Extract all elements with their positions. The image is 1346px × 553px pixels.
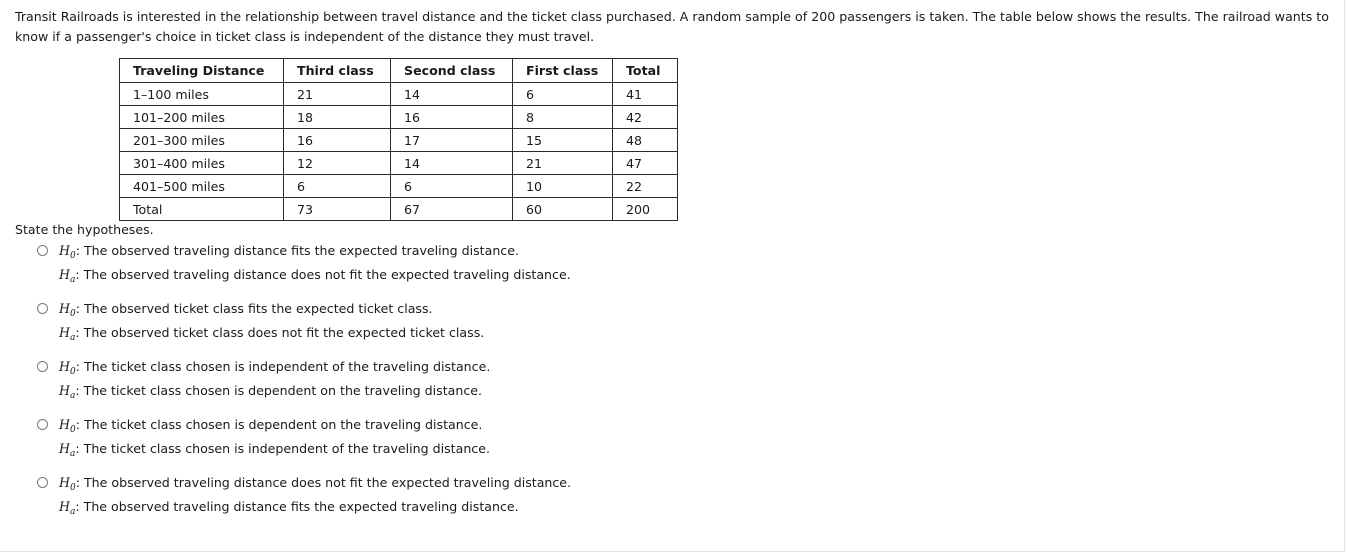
null-hypothesis-symbol: $H_0$ <box>59 417 76 435</box>
null-hypothesis-text: The observed traveling distance fits the expected traveling distance. <box>83 243 519 258</box>
question-prompt: State the hypotheses. <box>15 222 154 237</box>
table-cell: 10 <box>513 175 613 198</box>
null-hypothesis-line: $H_0$: The observed traveling distance does not fit the expected traveling distance. <box>59 475 572 493</box>
radio-button[interactable] <box>37 245 48 256</box>
table-cell: 21 <box>284 83 391 106</box>
table-row <box>120 152 678 175</box>
table-cell: 17 <box>391 129 513 152</box>
table-cell: 73 <box>284 198 391 221</box>
table-cell: 16 <box>391 106 513 129</box>
radio-button[interactable] <box>37 303 48 314</box>
null-hypothesis-text: The observed ticket class fits the expected ticket class. <box>83 301 433 316</box>
table-cell: 401–500 miles <box>120 175 284 198</box>
table-cell: 48 <box>613 129 678 152</box>
alt-hypothesis-line: $H_a$: The ticket class chosen is dependent on the traveling distance. <box>59 383 483 401</box>
table-row <box>120 106 678 129</box>
null-hypothesis-symbol: $H_0$ <box>59 243 76 261</box>
alt-hypothesis-text: The observed traveling distance fits the expected traveling distance. <box>83 499 519 514</box>
alt-hypothesis-symbol: $H_a$ <box>59 441 76 459</box>
answer-options <box>37 242 737 532</box>
table-row <box>120 129 678 152</box>
answer-option-5[interactable] <box>37 474 737 532</box>
table-cell: 200 <box>613 198 678 221</box>
table-cell: 18 <box>284 106 391 129</box>
null-hypothesis-line: $H_0$: The ticket class chosen is independent of the traveling distance. <box>59 359 491 377</box>
null-hypothesis-line: $H_0$: The observed ticket class fits the expected ticket class. <box>59 301 433 319</box>
answer-option-3[interactable] <box>37 358 737 416</box>
null-hypothesis-symbol: $H_0$ <box>59 475 76 493</box>
answer-option-4[interactable] <box>37 416 737 474</box>
answer-option-1[interactable] <box>37 242 737 300</box>
table-cell: 12 <box>284 152 391 175</box>
alt-hypothesis-text: The observed ticket class does not fit the expected ticket class. <box>83 325 485 340</box>
alt-hypothesis-symbol: $H_a$ <box>59 325 76 343</box>
table-cell: 301–400 miles <box>120 152 284 175</box>
table-cell: 21 <box>513 152 613 175</box>
contingency-table <box>119 58 678 221</box>
table-cell: 201–300 miles <box>120 129 284 152</box>
radio-button[interactable] <box>37 361 48 372</box>
table-cell: 14 <box>391 152 513 175</box>
answer-option-2[interactable] <box>37 300 737 358</box>
table-cell: 1–100 miles <box>120 83 284 106</box>
null-hypothesis-symbol: $H_0$ <box>59 301 76 319</box>
radio-button[interactable] <box>37 477 48 488</box>
table-cell: 8 <box>513 106 613 129</box>
alt-hypothesis-symbol: $H_a$ <box>59 267 76 285</box>
table-header-row <box>120 59 678 83</box>
table-cell: 6 <box>513 83 613 106</box>
table-row <box>120 175 678 198</box>
table-cell: 41 <box>613 83 678 106</box>
alt-hypothesis-text: The ticket class chosen is dependent on the traveling distance. <box>83 383 483 398</box>
alt-hypothesis-line: $H_a$: The observed traveling distance fits the expected traveling distance. <box>59 499 519 517</box>
table-cell: 47 <box>613 152 678 175</box>
table-cell: 60 <box>513 198 613 221</box>
null-hypothesis-text: The ticket class chosen is dependent on the traveling distance. <box>83 417 483 432</box>
table-cell: 42 <box>613 106 678 129</box>
table-cell: 6 <box>284 175 391 198</box>
table-cell: 14 <box>391 83 513 106</box>
alt-hypothesis-line: $H_a$: The ticket class chosen is independent of the traveling distance. <box>59 441 490 459</box>
alt-hypothesis-line: $H_a$: The observed ticket class does not fit the expected ticket class. <box>59 325 485 343</box>
alt-hypothesis-symbol: $H_a$ <box>59 499 76 517</box>
null-hypothesis-line: $H_0$: The observed traveling distance fits the expected traveling distance. <box>59 243 519 261</box>
null-hypothesis-line: $H_0$: The ticket class chosen is dependent on the traveling distance. <box>59 417 483 435</box>
column-header-second-class: Second class <box>391 59 513 83</box>
column-header-total: Total <box>613 59 678 83</box>
table-cell: 16 <box>284 129 391 152</box>
table-cell: Total <box>120 198 284 221</box>
alt-hypothesis-line: $H_a$: The observed traveling distance does not fit the expected traveling distance. <box>59 267 571 285</box>
table-total-row <box>120 198 678 221</box>
column-header-first-class: First class <box>513 59 613 83</box>
column-header-distance: Traveling Distance <box>120 59 284 83</box>
null-hypothesis-text: The observed traveling distance does not fit the expected traveling distance. <box>83 475 572 490</box>
null-hypothesis-symbol: $H_0$ <box>59 359 76 377</box>
question-intro: Transit Railroads is interested in the relationship between travel distance and the ticket class purchased. A random sample of 200 passengers is taken. The table below shows the results. The railroad wants to know if a passenger's choice in ticket class is independent of the distance they must travel. <box>15 9 1329 44</box>
column-header-third-class: Third class <box>284 59 391 83</box>
table-cell: 67 <box>391 198 513 221</box>
table-cell: 6 <box>391 175 513 198</box>
alt-hypothesis-text: The ticket class chosen is independent of the traveling distance. <box>83 441 490 456</box>
table-cell: 15 <box>513 129 613 152</box>
table-row <box>120 83 678 106</box>
alt-hypothesis-symbol: $H_a$ <box>59 383 76 401</box>
table-cell: 22 <box>613 175 678 198</box>
null-hypothesis-text: The ticket class chosen is independent of the traveling distance. <box>83 359 491 374</box>
alt-hypothesis-text: The observed traveling distance does not fit the expected traveling distance. <box>83 267 571 282</box>
radio-button[interactable] <box>37 419 48 430</box>
table-cell: 101–200 miles <box>120 106 284 129</box>
